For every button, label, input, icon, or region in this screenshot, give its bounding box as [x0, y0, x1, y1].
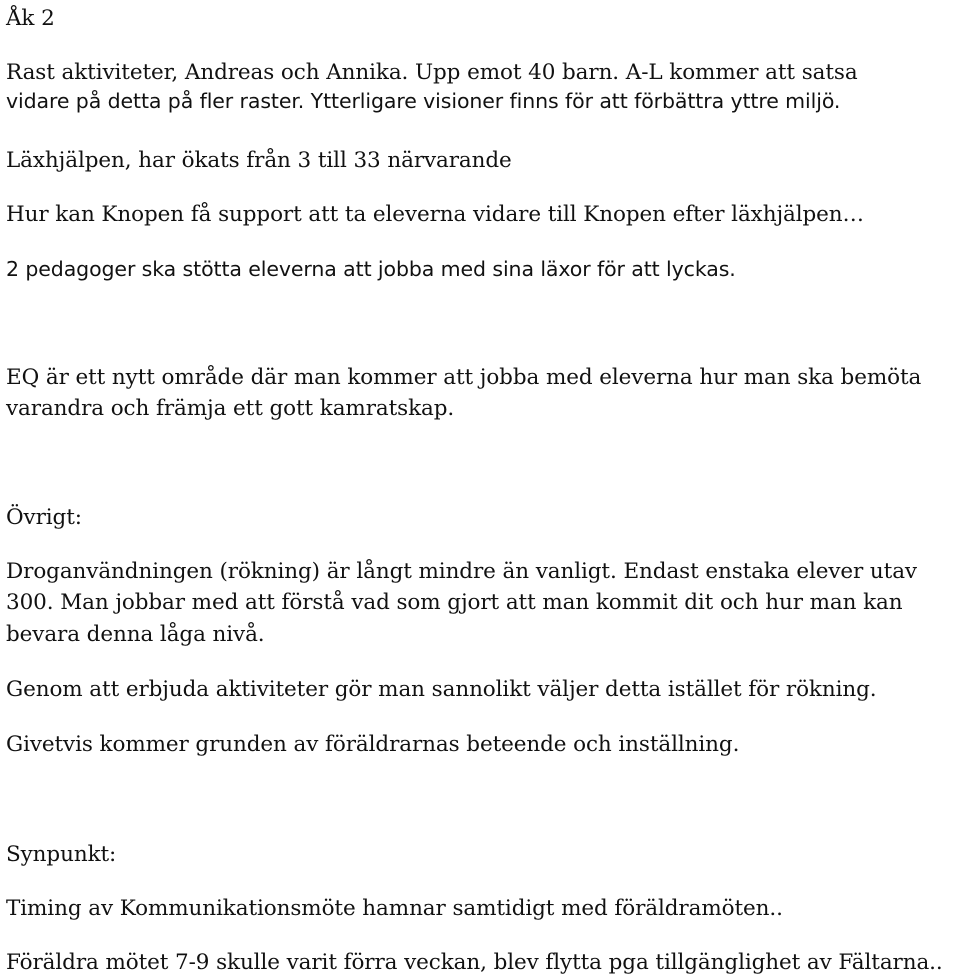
- knopen-line: Hur kan Knopen få support att ta eleverna vidare till Knopen efter läxhjälpen…: [6, 202, 864, 227]
- eq-line-2: varandra och främja ett gott kamratskap.: [6, 396, 455, 421]
- laxhjalpen-line: Läxhjälpen, har ökats från 3 till 33 närvarande: [6, 148, 512, 173]
- foraldra-line: Föräldra mötet 7-9 skulle varit förra veckan, blev flytta pga tillgänglighet av Fältarna..: [6, 950, 943, 975]
- drog-line-1: Droganvändningen (rökning) är långt mindre än vanligt. Endast enstaka elever utav: [6, 559, 917, 584]
- grade-heading: Åk 2: [6, 6, 55, 31]
- synpunkt-heading: Synpunkt:: [6, 842, 117, 867]
- aktiviteter-line: Genom att erbjuda aktiviteter gör man sannolikt väljer detta istället för rökning.: [6, 677, 877, 702]
- ovrigt-heading: Övrigt:: [6, 505, 82, 530]
- rast-line-1: Rast aktiviteter, Andreas och Annika. Upp emot 40 barn. A-L kommer att satsa: [6, 60, 858, 85]
- drog-line-3: bevara denna låga nivå.: [6, 622, 265, 647]
- timing-line: Timing av Kommunikationsmöte hamnar samtidigt med föräldramöten..: [6, 896, 783, 921]
- rast-line-2: vidare på detta på fler raster. Ytterligare visioner finns för att förbättra yttre miljö.: [6, 89, 841, 113]
- drog-line-2: 300. Man jobbar med att förstå vad som gjort att man kommit dit och hur man kan: [6, 590, 903, 615]
- eq-line-1: EQ är ett nytt område där man kommer att jobba med eleverna hur man ska bemöta: [6, 365, 922, 390]
- givetvis-line: Givetvis kommer grunden av föräldrarnas beteende och inställning.: [6, 732, 740, 757]
- pedagoger-line: 2 pedagoger ska stötta eleverna att jobba med sina läxor för att lyckas.: [6, 257, 736, 281]
